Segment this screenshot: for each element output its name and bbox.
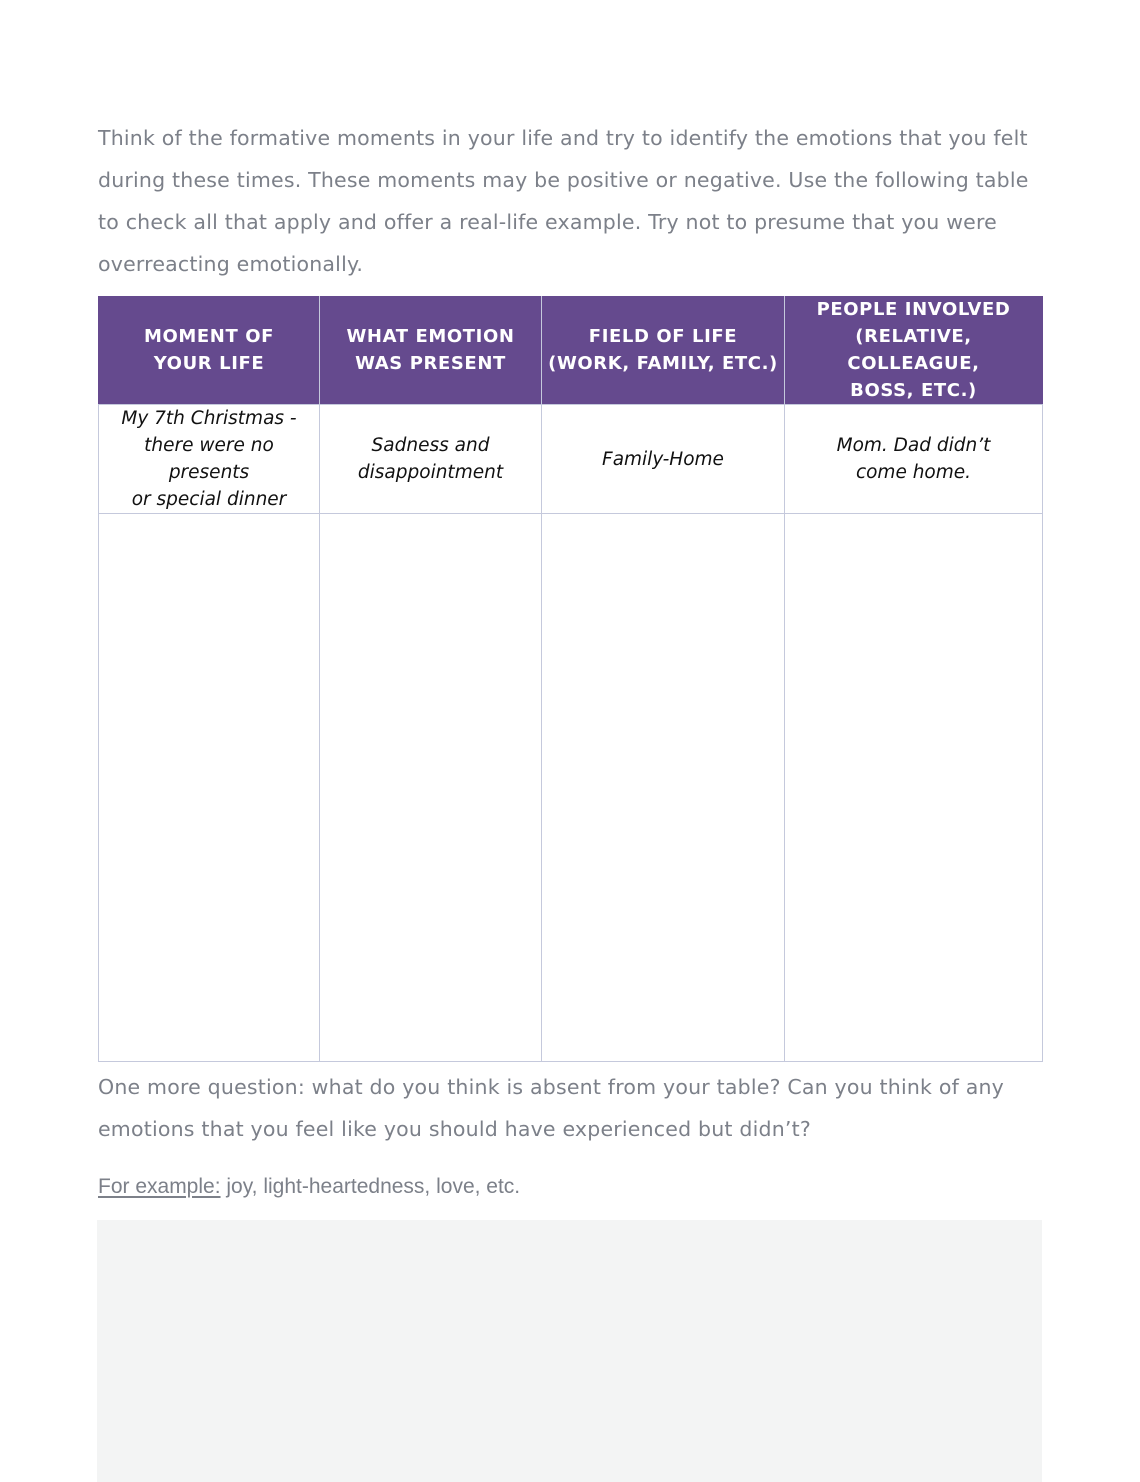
table-row-blank	[99, 514, 1043, 1062]
emotions-table	[98, 296, 1043, 1062]
header-line: BOSS, ETC.)	[850, 380, 977, 401]
cell-line: disappointment	[357, 462, 504, 483]
cell-line: Family-Home	[602, 448, 724, 470]
header-line: WHAT EMOTION	[346, 326, 515, 347]
header-line: (RELATIVE, COLLEAGUE,	[847, 326, 980, 374]
example-text: joy, light-heartedness, love, etc.	[220, 1175, 521, 1198]
cell-field-input[interactable]	[542, 514, 785, 1062]
answer-box[interactable]	[97, 1220, 1042, 1482]
header-line: WAS PRESENT	[355, 353, 506, 374]
cell-moment-example	[99, 405, 320, 514]
header-line: (WORK, FAMILY, ETC.)	[548, 353, 778, 374]
header-emotion-present	[320, 296, 542, 405]
followup-question: One more question: what do you think is absent from your table? Can you think of any emotions that you feel like you should have experienced but didn’t?	[98, 1075, 1004, 1141]
header-line: PEOPLE INVOLVED	[816, 299, 1011, 320]
header-moment-of-life	[99, 296, 320, 405]
table-row-example	[99, 405, 1043, 514]
cell-emotion-input[interactable]	[320, 514, 542, 1062]
cell-line: there were no presents	[144, 435, 274, 483]
example-line	[98, 1166, 520, 1208]
cell-line: Mom. Dad didn’t	[836, 435, 991, 456]
header-line: FIELD OF LIFE	[588, 326, 738, 347]
cell-line: My 7th Christmas -	[121, 408, 297, 429]
header-people-involved	[785, 296, 1043, 405]
header-field-of-life	[542, 296, 785, 405]
header-line: YOUR LIFE	[153, 353, 265, 374]
header-line: MOMENT OF	[143, 326, 275, 347]
cell-emotion-example	[320, 405, 542, 514]
cell-people-example	[785, 405, 1043, 514]
cell-field-example	[542, 405, 785, 514]
intro-paragraph: Think of the formative moments in your life and try to identify the emotions that you felt during these times. These moments may be positive or negative. Use the following table to check all that apply and offer a real-life example. Try not to presume that you were overreacting emotionally.	[98, 126, 1029, 276]
example-label: For example:	[98, 1175, 221, 1198]
cell-people-input[interactable]	[785, 514, 1043, 1062]
cell-line: come home.	[855, 462, 972, 483]
table-header-row	[99, 296, 1043, 405]
cell-line: or special dinner	[131, 489, 287, 510]
cell-moment-input[interactable]	[99, 514, 320, 1062]
cell-line: Sadness and	[371, 435, 490, 456]
